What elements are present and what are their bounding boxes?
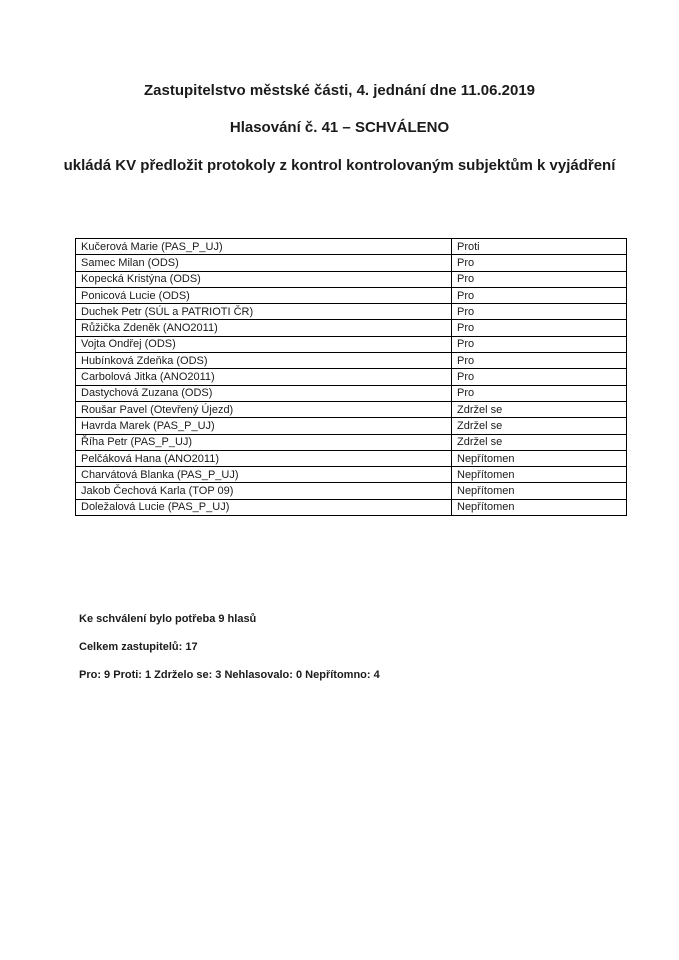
table-row <box>76 239 627 255</box>
total-members: Celkem zastupitelů: 17 <box>79 641 198 653</box>
vote-cell: Nepřítomen <box>452 450 627 466</box>
councillor-name-cell: Carbolová Jitka (ANO2011) <box>76 369 452 385</box>
councillor-name-cell: Kopecká Kristýna (ODS) <box>76 271 452 287</box>
vote-cell: Pro <box>452 320 627 336</box>
vote-summary <box>79 612 380 696</box>
vote-cell: Pro <box>452 353 627 369</box>
table-row <box>76 418 627 434</box>
vote-result-title: Hlasování č. 41 – SCHVÁLENO <box>229 119 450 136</box>
table-row <box>76 385 627 401</box>
table-row <box>76 483 627 499</box>
table-row <box>76 401 627 417</box>
table-row <box>76 450 627 466</box>
councillor-name-cell: Růžička Zdeněk (ANO2011) <box>76 320 452 336</box>
councillor-name-cell: Kučerová Marie (PAS_P_UJ) <box>76 239 452 255</box>
vote-cell: Pro <box>452 255 627 271</box>
table-row <box>76 336 627 352</box>
councillor-name-cell: Vojta Ondřej (ODS) <box>76 336 452 352</box>
councillor-name-cell: Havrda Marek (PAS_P_UJ) <box>76 418 452 434</box>
table-row <box>76 255 627 271</box>
councillor-name-cell: Samec Milan (ODS) <box>76 255 452 271</box>
quorum-note: Ke schválení bylo potřeba 9 hlasů <box>79 613 257 625</box>
councillor-name-cell: Charvátová Blanka (PAS_P_UJ) <box>76 467 452 483</box>
voting-table-body <box>76 239 627 516</box>
councillor-name-cell: Dastychová Zuzana (ODS) <box>76 385 452 401</box>
councillor-name-cell: Říha Petr (PAS_P_UJ) <box>76 434 452 450</box>
councillor-name-cell: Duchek Petr (SÚL a PATRIOTI ČR) <box>76 304 452 320</box>
vote-cell: Nepřítomen <box>452 499 627 515</box>
councillor-name-cell: Jakob Čechová Karla (TOP 09) <box>76 483 452 499</box>
resolution-subject: ukládá KV předložit protokoly z kontrol kontrolovaným subjektům k vyjádření <box>63 157 616 174</box>
vote-cell: Pro <box>452 369 627 385</box>
vote-cell: Pro <box>452 271 627 287</box>
vote-cell: Pro <box>452 304 627 320</box>
vote-tally: Pro: 9 Proti: 1 Zdrželo se: 3 Nehlasovalo: 0 Nepřítomno: 4 <box>79 669 380 681</box>
table-row <box>76 467 627 483</box>
vote-cell: Pro <box>452 385 627 401</box>
table-row <box>76 287 627 303</box>
table-row <box>76 320 627 336</box>
table-row <box>76 271 627 287</box>
councillor-name-cell: Ponicová Lucie (ODS) <box>76 287 452 303</box>
councillor-name-cell: Roušar Pavel (Otevřený Újezd) <box>76 401 452 417</box>
table-row <box>76 434 627 450</box>
vote-cell: Zdržel se <box>452 434 627 450</box>
voting-table <box>75 238 627 516</box>
councillor-name-cell: Doležalová Lucie (PAS_P_UJ) <box>76 499 452 515</box>
table-row <box>76 499 627 515</box>
vote-cell: Nepřítomen <box>452 483 627 499</box>
vote-cell: Nepřítomen <box>452 467 627 483</box>
vote-cell: Zdržel se <box>452 401 627 417</box>
meeting-title: Zastupitelstvo městské části, 4. jednání dne 11.06.2019 <box>143 82 536 99</box>
table-row <box>76 353 627 369</box>
vote-cell: Zdržel se <box>452 418 627 434</box>
vote-cell: Pro <box>452 287 627 303</box>
table-row <box>76 304 627 320</box>
vote-cell: Pro <box>452 336 627 352</box>
councillor-name-cell: Hubínková Zdeňka (ODS) <box>76 353 452 369</box>
councillor-name-cell: Pelčáková Hana (ANO2011) <box>76 450 452 466</box>
vote-cell: Proti <box>452 239 627 255</box>
table-row <box>76 369 627 385</box>
